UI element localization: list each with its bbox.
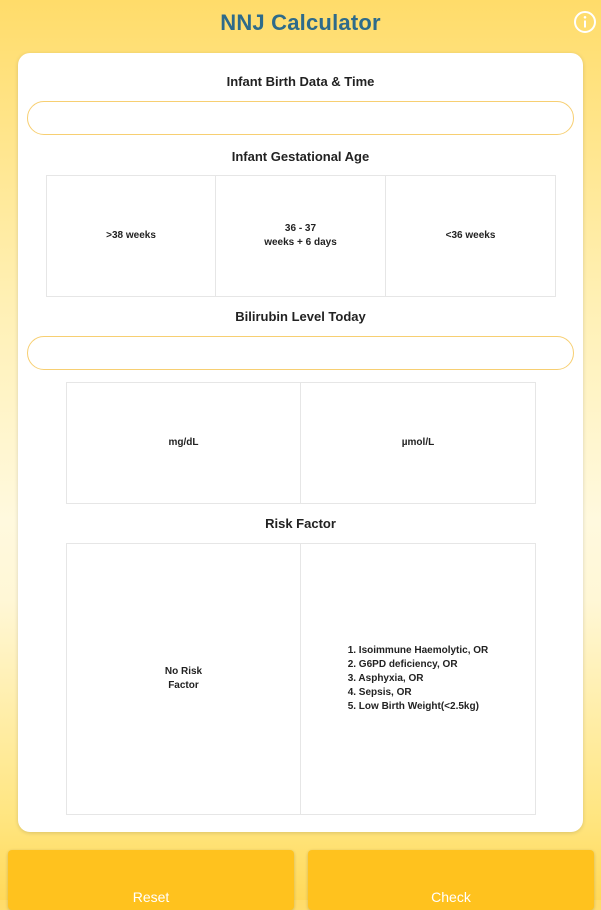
unit-option-umol-l[interactable] — [301, 382, 536, 504]
gestational-age-option-label: <36 weeks — [445, 230, 496, 241]
risk-factor-item: 4. Sepsis, OR — [347, 687, 412, 698]
unit-option-label: µmol/L — [401, 437, 435, 448]
gestational-age-option-under-36[interactable] — [386, 175, 556, 297]
gestational-age-label: Infant Gestational Age — [231, 149, 370, 164]
gestational-age-option-36-37[interactable] — [216, 175, 386, 297]
gestational-age-option-label: >38 weeks — [106, 230, 156, 241]
risk-factor-item: 3. Asphyxia, OR — [347, 673, 424, 684]
bilirubin-input[interactable] — [27, 336, 574, 370]
risk-factor-item: 2. G6PD deficiency, OR — [347, 659, 458, 670]
bilirubin-unit-options — [66, 382, 536, 504]
risk-factor-item: 1. Isoimmune Haemolytic, OR — [347, 645, 489, 656]
gestational-age-option-over-38[interactable] — [46, 175, 216, 297]
unit-option-label: mg/dL — [168, 437, 199, 448]
birth-datetime-input[interactable] — [27, 101, 574, 135]
unit-option-mg-dl[interactable] — [66, 382, 301, 504]
risk-factor-list — [348, 644, 489, 714]
birth-datetime-label: Infant Birth Data & Time — [226, 74, 375, 89]
app-title: NNJ Calculator — [220, 10, 381, 35]
check-button[interactable]: Check — [308, 850, 594, 910]
gestational-age-options — [46, 175, 556, 297]
risk-option-label: No Risk Factor — [164, 666, 203, 691]
risk-factor-item: 5. Low Birth Weight(<2.5kg) — [347, 701, 479, 712]
reset-button[interactable]: Reset — [8, 850, 294, 910]
bilirubin-label: Bilirubin Level Today — [235, 309, 366, 324]
risk-option-none[interactable] — [66, 543, 301, 815]
risk-factor-label: Risk Factor — [265, 516, 336, 531]
gestational-age-option-label: 36 - 37 weeks + 6 days — [264, 223, 337, 248]
calculator-card — [18, 53, 583, 832]
risk-factor-options — [66, 543, 536, 815]
info-icon[interactable] — [573, 10, 597, 34]
risk-option-factors[interactable] — [301, 543, 536, 815]
